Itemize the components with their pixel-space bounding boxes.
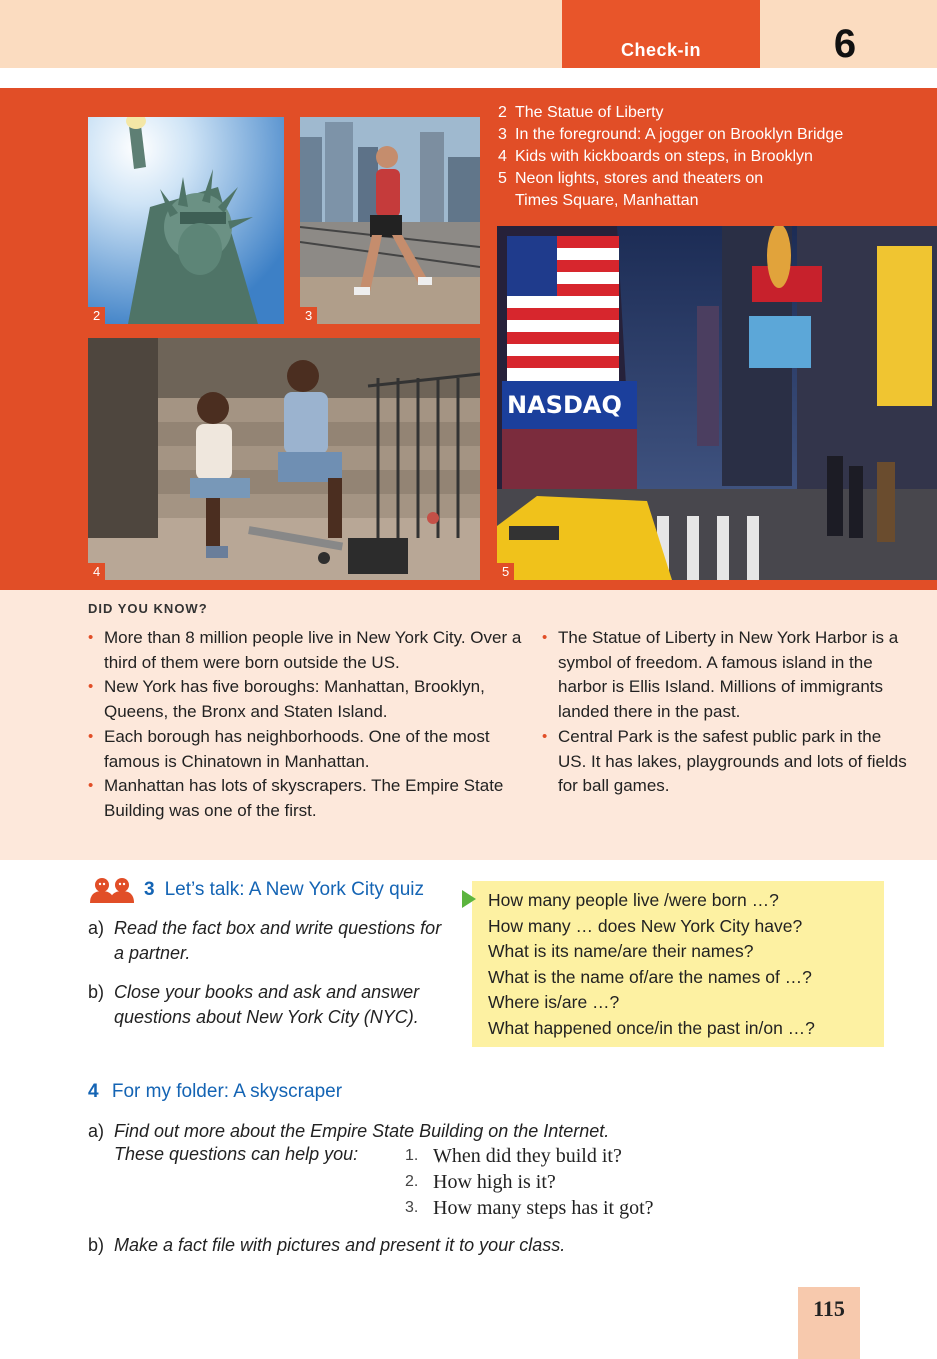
- photo-label: 2: [88, 307, 105, 324]
- page-number: 115: [813, 1296, 845, 1321]
- task-3-title: [88, 877, 424, 903]
- task-item-label: b): [88, 1235, 105, 1255]
- photo-label: 5: [497, 563, 514, 580]
- question-number: 1.: [405, 1147, 419, 1164]
- question-text: How high is it?: [433, 1171, 556, 1193]
- task-4-title: [88, 1081, 342, 1103]
- phrase-item: How many people live /were born …?: [488, 890, 779, 910]
- task-title-text: Let’s talk: A New York City quiz: [164, 879, 425, 900]
- photo-statue-of-liberty: [88, 117, 284, 324]
- caption-number: 2: [498, 104, 507, 121]
- phrase-item: Where is/are …?: [488, 992, 620, 1012]
- phrase-item: What is the name of/are the names of …?: [488, 966, 812, 987]
- pair-work-icon: [88, 877, 138, 903]
- caption-number: [498, 190, 515, 212]
- question-list: [405, 1143, 654, 1221]
- phrase-item: What is its name/are their names?: [488, 941, 754, 961]
- caption-text: In the foreground: A jogger on Brooklyn Bridge: [515, 126, 844, 143]
- caption-item: [498, 190, 918, 212]
- task-title-text: For my folder: A skyscraper: [111, 1081, 343, 1102]
- caption-item: [498, 146, 918, 168]
- task-item-label: a): [88, 1121, 105, 1141]
- question-number: 3.: [405, 1199, 419, 1216]
- task-4b: [88, 1233, 908, 1258]
- fact-list-left: [88, 626, 528, 824]
- task-3b: [88, 980, 448, 1030]
- caption-number: 4: [498, 148, 507, 165]
- task-item-label: b): [88, 982, 105, 1002]
- fact-item: • Manhattan has lots of skyscrapers. The Empire State Building was one of the first.: [88, 774, 528, 823]
- photo-label: 4: [88, 563, 105, 580]
- photo-jogger: [300, 117, 480, 324]
- question-item: [405, 1169, 654, 1195]
- header-band: [0, 0, 937, 68]
- caption-item: [498, 124, 918, 146]
- task-number: 4: [88, 1081, 99, 1102]
- caption-item: [498, 168, 918, 190]
- caption-number: 3: [498, 126, 507, 143]
- fact-item: • Each borough has neighborhoods. One of the most famous is Chinatown in Manhattan.: [88, 725, 528, 774]
- photo-times-square: [497, 226, 937, 580]
- question-text: How many steps has it got?: [433, 1197, 654, 1219]
- photo-kids-on-steps: [88, 338, 480, 580]
- question-item: [405, 1143, 654, 1169]
- task-item-label: a): [88, 918, 105, 938]
- caption-number: 5: [498, 170, 507, 187]
- fact-box-heading: DID YOU KNOW?: [88, 601, 208, 616]
- question-text: When did they build it?: [433, 1145, 622, 1167]
- caption-text: Neon lights, stores and theaters on: [515, 170, 764, 187]
- question-item: [405, 1195, 654, 1221]
- caption-text: The Statue of Liberty: [515, 104, 664, 121]
- fact-item: • The Statue of Liberty in New York Harbor is a symbol of freedom. A famous island in the harbor is Ellis Island. Millions of immigrants landed there in the past.: [542, 626, 912, 725]
- fact-item: • More than 8 million people live in New York City. Over a third of them were born outside the US.: [88, 626, 528, 675]
- task-3a: [88, 916, 448, 966]
- question-number: 2.: [405, 1173, 419, 1190]
- fact-list-right: [542, 626, 912, 799]
- task-4a: [88, 1119, 908, 1144]
- fact-item: • New York has five boroughs: Manhattan, Brooklyn, Queens, the Bronx and Staten Island.: [88, 675, 528, 724]
- task-item-text: Close your books and ask and answer questions about New York City (NYC).: [114, 982, 420, 1027]
- phrase-list: [488, 888, 878, 1041]
- arrow-right-icon: [462, 890, 476, 908]
- caption-text: Kids with kickboards on steps, in Brooklyn: [515, 148, 813, 165]
- phrase-item: How many … does New York City have?: [488, 915, 803, 936]
- unit-number: 6: [833, 22, 857, 66]
- task-item-text: Find out more about the Empire State Building on the Internet.: [114, 1121, 610, 1141]
- task-item-text: Make a fact file with pictures and present it to your class.: [114, 1235, 566, 1255]
- caption-text: Times Square, Manhattan: [515, 192, 699, 209]
- task-number: 3: [144, 879, 155, 900]
- photo-label: 3: [300, 307, 317, 324]
- fact-item: • Central Park is the safest public park in the US. It has lakes, playgrounds and lots of fields for ball games.: [542, 725, 912, 799]
- caption-item: [498, 102, 918, 124]
- task-item-text-continued: These questions can help you:: [114, 1144, 359, 1164]
- nasdaq-sign-text: NASDAQ: [507, 391, 622, 419]
- task-item-text: Read the fact box and write questions for a partner.: [114, 918, 442, 963]
- section-label: Check-in: [620, 40, 702, 60]
- photo-captions: [498, 102, 918, 212]
- phrase-item: What happened once/in the past in/on …?: [488, 1017, 815, 1038]
